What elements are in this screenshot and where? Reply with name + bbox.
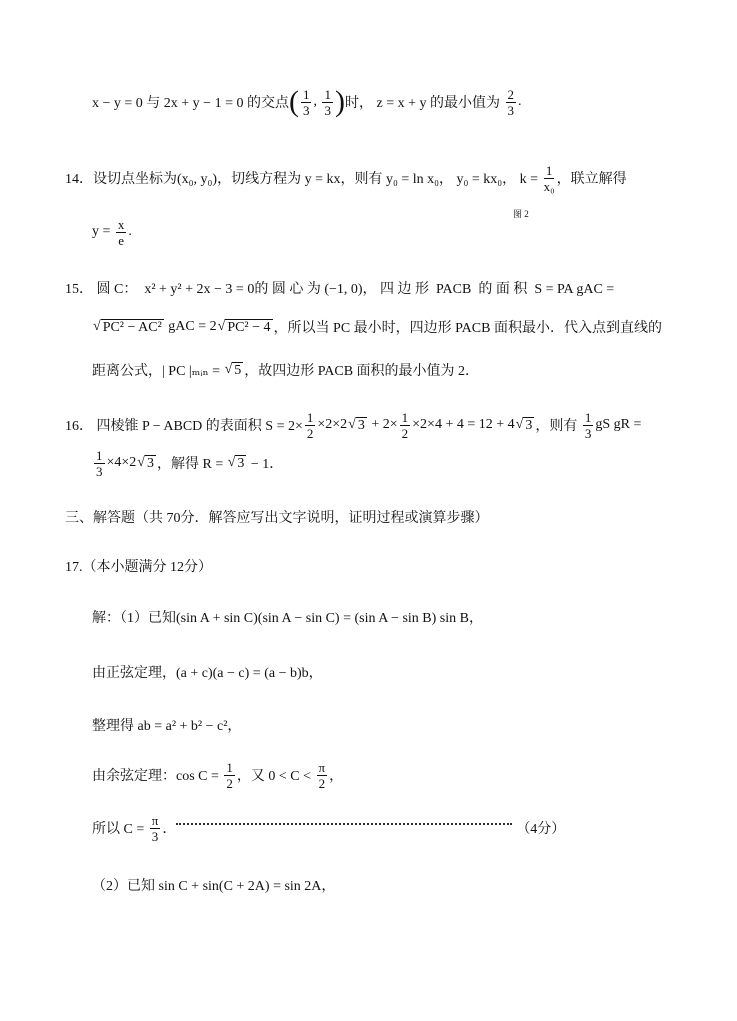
text-line — [92, 307, 662, 347]
square-root — [516, 417, 535, 434]
radicand: 5 — [234, 362, 242, 378]
text-segment: gS gR = — [595, 417, 642, 432]
fraction — [544, 163, 555, 194]
fraction-numerator: π — [318, 759, 326, 775]
fraction — [400, 410, 411, 441]
fraction-denominator: x₀ — [543, 178, 555, 194]
text-line — [92, 212, 132, 252]
fraction-numerator: 1 — [226, 759, 233, 775]
radical-sign: √ — [348, 416, 356, 432]
fraction-numerator: 1 — [545, 162, 553, 178]
fraction-numerator: 2 — [507, 86, 514, 102]
square-root — [225, 362, 244, 379]
fraction-numerator: x — [117, 216, 125, 232]
text-segment: ，故四边形 PACB 面积的最小值为 2． — [244, 364, 480, 379]
fraction-denominator: 3 — [507, 102, 514, 118]
text-segment: x − y = 0 与 2x + y − 1 = 0 的交点 — [92, 96, 289, 111]
radicand: 3 — [357, 417, 365, 433]
text-line — [65, 268, 614, 308]
radical-sign: √ — [217, 318, 226, 334]
text-segment: （4分） — [516, 822, 566, 837]
text-line — [92, 350, 479, 390]
text-segment: ×2×2 — [317, 417, 348, 432]
text-line — [65, 497, 489, 537]
text-segment: 整理得 ab = a² + b² − c²， — [92, 719, 242, 734]
radical-sign: √ — [137, 454, 145, 470]
radicand: PC² − AC² — [102, 319, 162, 335]
text-line — [92, 755, 343, 795]
radicand: 3 — [237, 455, 245, 471]
text-segment: 解：（1）已知(sin A + sin C)(sin A − sin C) = (sin A − sin B) sin B， — [92, 611, 483, 626]
text-line — [65, 546, 212, 586]
fraction-denominator: 2 — [401, 425, 409, 441]
fraction-numerator: 1 — [302, 86, 310, 102]
text-line — [92, 443, 283, 483]
fraction-denominator: e — [118, 232, 125, 248]
text-segment: 三、解答题（共 70分．解答应写出文字说明，证明过程或演算步骤） — [65, 511, 489, 526]
text-segment: − 1． — [247, 457, 284, 472]
fraction-numerator: 1 — [306, 409, 314, 425]
text-segment: . — [518, 94, 522, 109]
text-line — [92, 597, 483, 637]
text-segment: 14．设切点坐标为(x₀, y₀)，切线方程为 y = kx，则有 y₀ = ln x₀， y₀ = kx₀， k = — [65, 172, 542, 187]
square-root — [137, 455, 156, 472]
dotted-leader — [176, 823, 512, 825]
fraction — [150, 813, 161, 844]
text-line — [65, 405, 641, 445]
text-segment: ，则有 — [535, 419, 581, 434]
fraction — [322, 87, 333, 118]
fraction-denominator: 3 — [324, 102, 331, 118]
text-line — [92, 652, 323, 692]
parenthesis: ( — [288, 85, 299, 118]
text-segment: （2）已知 sin C + sin(C + 2A) = sin 2A， — [92, 879, 336, 894]
text-line — [92, 808, 565, 848]
fraction-denominator: 3 — [151, 828, 159, 844]
text-line — [92, 865, 335, 905]
text-line — [92, 705, 241, 745]
text-segment: , — [313, 94, 321, 109]
text-segment: 由正弦定理，(a + c)(a − c) = (a − b)b， — [92, 666, 323, 681]
text-segment: ， — [329, 769, 344, 784]
text-segment: ×2×4 + 4 = 12 + 4 — [412, 417, 515, 432]
square-root — [348, 417, 367, 434]
text-line — [92, 82, 522, 122]
fraction-numerator: 1 — [401, 409, 409, 425]
fraction — [94, 448, 105, 479]
text-segment: 15． 圆 C： x² + y² + 2x − 3 = 0的 圆 心 为 (−1, 0)， 四 边 形 PACB 的 面 积 S = PA gAC = — [65, 282, 615, 297]
fraction — [583, 410, 594, 441]
radicand: 3 — [525, 417, 533, 433]
text-segment: y = — [92, 224, 114, 239]
fraction-numerator: 1 — [96, 447, 103, 463]
fraction-denominator: 2 — [226, 775, 233, 791]
square-root — [218, 319, 273, 336]
text-segment: 由余弦定理：cos C = — [92, 769, 223, 784]
text-segment: 17.（本小题满分 12分） — [65, 560, 212, 575]
radical-sign: √ — [227, 454, 236, 470]
fraction-numerator: π — [151, 812, 159, 828]
radical-sign: √ — [515, 416, 524, 432]
text-segment: 16． 四棱锥 P − ABCD 的表面积 S = 2× — [65, 419, 303, 434]
text-segment: gAC = 2 — [164, 319, 217, 334]
text-segment: . — [128, 224, 132, 239]
text-segment: 时， z = x + y 的最小值为 — [344, 96, 504, 111]
fraction — [317, 760, 328, 791]
fraction — [301, 87, 312, 118]
fraction-denominator: 3 — [302, 102, 310, 118]
fraction — [506, 87, 517, 118]
text-line — [65, 158, 627, 198]
fraction-numerator: 1 — [584, 409, 592, 425]
text-segment: 距离公式，| PC |ₘᵢₙ = — [92, 364, 224, 379]
radicand: 3 — [146, 455, 154, 471]
text-segment: 所以 C = — [92, 822, 148, 837]
square-root — [228, 455, 247, 472]
figure-label: 图 2 — [513, 209, 529, 219]
fraction-denominator: 2 — [318, 775, 326, 791]
text-segment: ×4×2 — [106, 455, 137, 470]
radical-sign: √ — [224, 361, 233, 377]
text-segment: + 2× — [367, 417, 398, 432]
text-segment: ，所以当 PC 最小时，四边形 PACB 面积最小．代入点到直线的 — [273, 321, 662, 336]
fraction-denominator: 2 — [306, 425, 314, 441]
radical-sign: √ — [93, 318, 101, 334]
square-root — [93, 319, 164, 336]
text-segment: ，又 0 < C < — [236, 769, 315, 784]
text-segment: ，联立解得 — [556, 172, 627, 187]
parenthesis: ) — [334, 85, 345, 118]
fraction — [116, 217, 127, 248]
fraction — [305, 410, 316, 441]
text-segment: ． — [162, 822, 177, 837]
fraction-denominator: 3 — [584, 425, 592, 441]
fraction-denominator: 3 — [96, 463, 103, 479]
text-segment: ，解得 R = — [156, 457, 227, 472]
radicand: PC² − 4 — [227, 319, 271, 335]
fraction-numerator: 1 — [324, 86, 331, 102]
fraction — [224, 760, 235, 791]
